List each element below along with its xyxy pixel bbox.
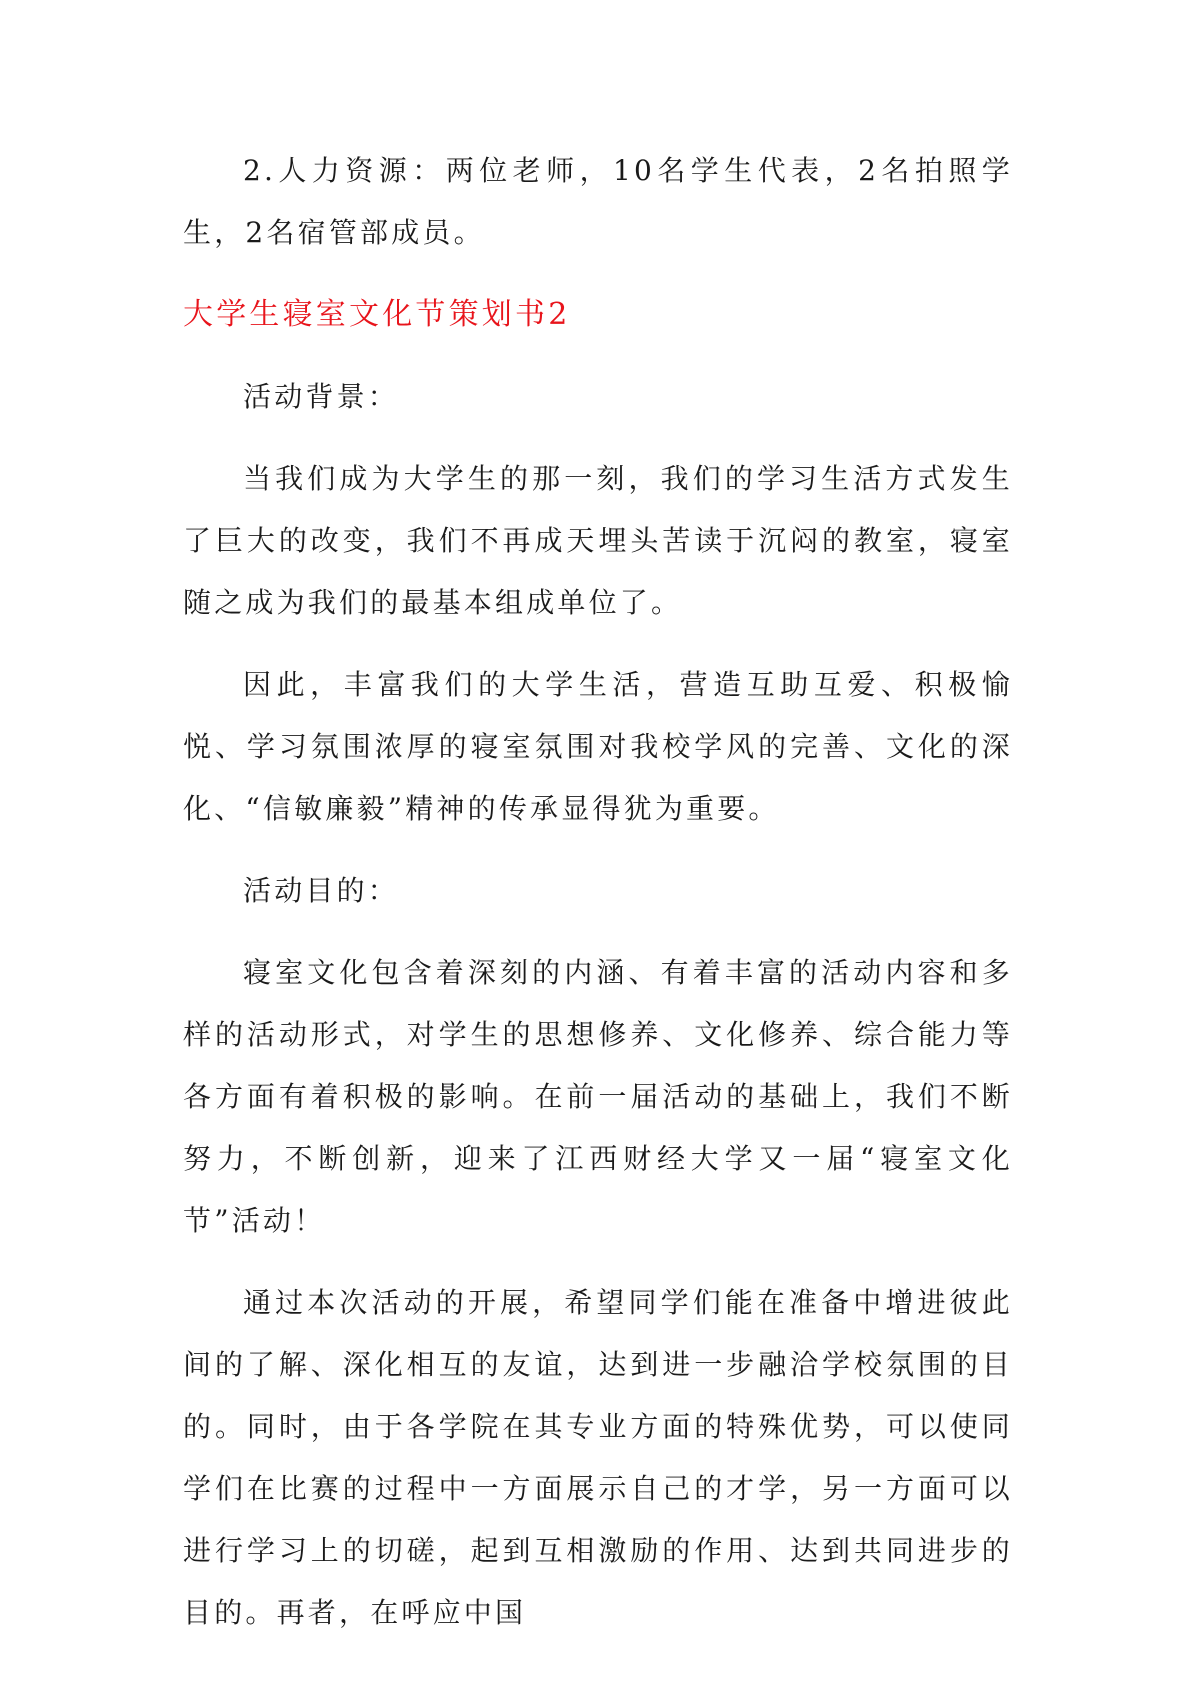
paragraph-background-label: 活动背景： [243, 380, 400, 413]
paragraph-background-1: 当我们成为大学生的那一刻，我们的学习生活方式发生了巨大的改变，我们不再成天埋头苦读于沉闷的教室，寝室随之成为我们的最基本组成单位了。 [183, 462, 1013, 619]
paragraph-purpose-2: 通过本次活动的开展，希望同学们能在准备中增进彼此间的了解、深化相互的友谊，达到进一步融洽学校氛围的目的。同时，由于各学院在其专业方面的特殊优势，可以使同学们在比赛的过程中一方面展示自己的才学，另一方面可以进行学习上的切磋，起到互相激励的作用、达到共同进步的目的。再者，在呼应中国 [183, 1286, 1013, 1629]
paragraph-background-2: 因此，丰富我们的大学生活，营造互助互爱、积极愉悦、学习氛围浓厚的寝室氛围对我校学风的完善、文化的深化、“信敏廉毅”精神的传承显得犹为重要。 [183, 668, 1013, 825]
paragraph-human-resources: 2.人力资源：两位老师，10名学生代表，2名拍照学生，2名宿管部成员。 [183, 154, 1013, 249]
section-heading: 大学生寝室文化节策划书2 [183, 297, 571, 332]
paragraph-purpose-label: 活动目的： [243, 874, 400, 907]
paragraph-purpose-1: 寝室文化包含着深刻的内涵、有着丰富的活动内容和多样的活动形式，对学生的思想修养、文化修养、综合能力等各方面有着积极的影响。在前一届活动的基础上，我们不断努力，不断创新，迎来了江西财经大学又一届“寝室文化节”活动！ [183, 956, 1013, 1237]
document-page [183, 140, 1013, 1664]
